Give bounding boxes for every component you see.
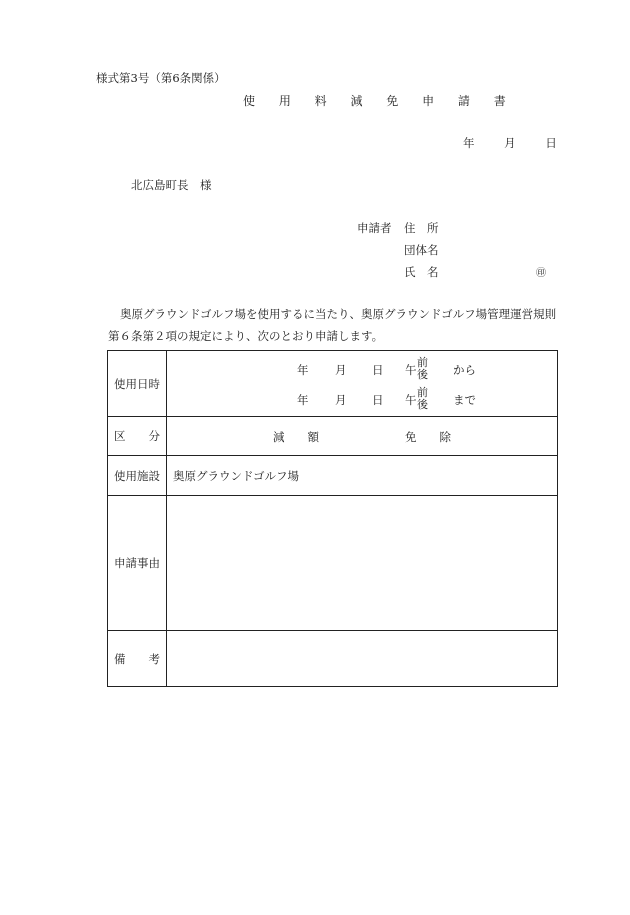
from-day-label: 日 [372, 362, 384, 377]
date-line [463, 135, 557, 151]
name-label: 氏 名 [404, 265, 439, 279]
to-month-label: 月 [335, 392, 347, 407]
usage-date-cell[interactable] [167, 351, 558, 417]
form-number: 様式第3号（第6条関係） [96, 71, 226, 85]
date-day-label: 日 [545, 136, 557, 150]
category-reduction[interactable]: 減 額 [273, 430, 319, 444]
from-pm-label: 後 [417, 367, 428, 381]
address-label: 住 所 [404, 221, 439, 235]
remarks-row [108, 631, 558, 687]
from-noon-label: 午 [405, 362, 417, 377]
facility-value: 奥原グラウンドゴルフ場 [167, 456, 558, 496]
facility-label: 使用施設 [108, 456, 167, 496]
remarks-field[interactable] [167, 631, 558, 687]
date-year-label: 年 [463, 136, 475, 150]
category-label: 区 分 [108, 417, 167, 456]
usage-date-to [167, 384, 557, 414]
organization-label: 団体名 [404, 243, 439, 257]
reason-label: 申請事由 [108, 496, 167, 631]
date-month-label: 月 [504, 136, 516, 150]
body-line-1: 奥原グラウンドゴルフ場を使用するに当たり、奥原グラウンドゴルフ場管理運営規則 [120, 307, 557, 321]
reason-field[interactable] [167, 496, 558, 631]
usage-date-label: 使用日時 [108, 351, 167, 417]
to-am-label: 前 [417, 385, 428, 399]
addressee: 北広島町長 様 [131, 178, 212, 192]
category-exemption[interactable]: 免 除 [405, 430, 451, 444]
to-noon-label: 午 [405, 392, 417, 407]
category-row [108, 417, 558, 456]
body-line-2: 第６条第２項の規定により、次のとおり申請します。 [108, 329, 384, 343]
body-text [108, 303, 578, 347]
application-table [107, 350, 558, 687]
from-am-label: 前 [417, 355, 428, 369]
seal-mark: ㊞ [536, 268, 546, 279]
remarks-label: 備 考 [108, 631, 167, 687]
usage-date-from [167, 354, 557, 384]
from-suffix: から [453, 362, 476, 377]
reason-row [108, 496, 558, 631]
to-pm-label: 後 [417, 397, 428, 411]
to-day-label: 日 [372, 392, 384, 407]
applicant-label: 申請者 [357, 221, 392, 235]
page-title: 使 用 料 減 免 申 請 書 [243, 94, 516, 108]
usage-date-row [108, 351, 558, 417]
from-month-label: 月 [335, 362, 347, 377]
facility-row [108, 456, 558, 496]
category-cell [167, 417, 558, 456]
to-year-label: 年 [297, 392, 309, 407]
to-suffix: まで [453, 392, 476, 407]
from-year-label: 年 [297, 362, 309, 377]
